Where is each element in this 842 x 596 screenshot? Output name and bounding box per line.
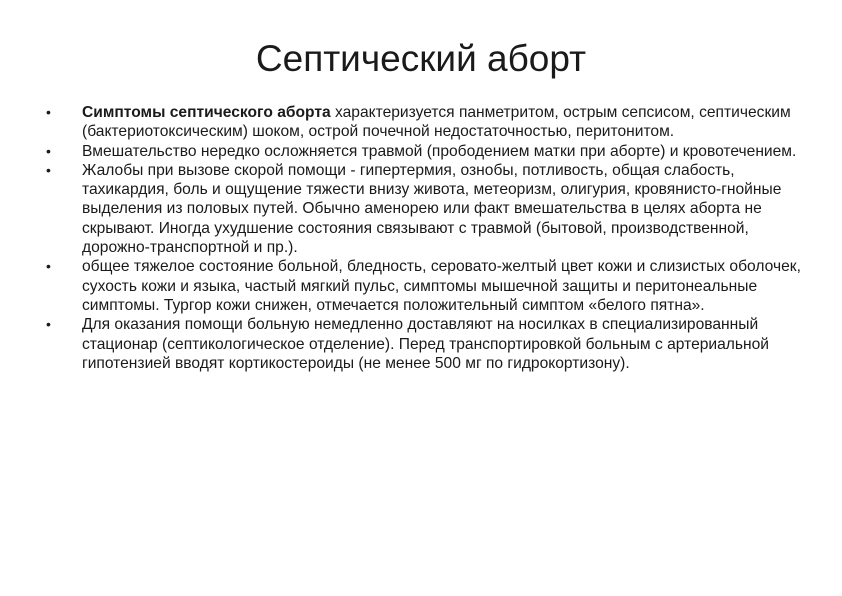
bullet-item xyxy=(46,103,806,142)
bullet-lead-text: Симптомы септического аборта xyxy=(82,104,331,121)
slide-title: Септический аборт xyxy=(255,38,587,79)
bullet-text: Вмешательство нередко осложняется травмой (прободением матки при аборте) и кровотечением. xyxy=(82,142,797,160)
bullet-dot-icon: • xyxy=(46,258,51,275)
bullet-dot-icon: • xyxy=(46,104,51,120)
bullet-text: Для оказания помощи больную немедленно доставляют на носилках в специализированный стационар (септикологическое отделение). Перед транспортировкой больным с артериальной гипотензией вводят кортикостероиды (не менее 500 мг по гидрокортизону). xyxy=(82,316,770,372)
bullet-dot-icon: • xyxy=(46,161,51,178)
bullet-item xyxy=(46,161,806,257)
bullet-text: общее тяжелое состояние больной, бледность, серовато-желтый цвет кожи и слизистых оболочек, сухость кожи и языка, частый мягкий пульс, симптомы мышечной защиты и перитонеальные симптомы. Тургор кожи снижен, отмечается положительный симптом «белого пятна». xyxy=(82,258,801,314)
bullet-item xyxy=(46,142,806,161)
bullet-text: характеризуется панметритом, острым сепсисом, септическим (бактериотоксическим) шоком, острой почечной недостаточностью, перитонитом. xyxy=(82,104,791,141)
bullet-list xyxy=(46,103,806,373)
bullet-dot-icon: • xyxy=(46,316,51,333)
bullet-dot-icon: • xyxy=(46,142,51,159)
bullet-text: Жалобы при вызове скорой помощи - гипертермия, ознобы, потливость, общая слабость, тахикардия, боль и ощущение тяжести внизу живота, метеоризм, олигурия, кровянисто-гнойные выделения из половых путей. Обычно аменорею или факт вмешательства в целях аборта не скрывают. Иногда ухудшение состояния связывают с травмой (бытовой, производственной, дорожно-транспортной и пр.). xyxy=(82,161,782,257)
bullet-item xyxy=(46,257,806,315)
bullet-item xyxy=(46,315,806,373)
